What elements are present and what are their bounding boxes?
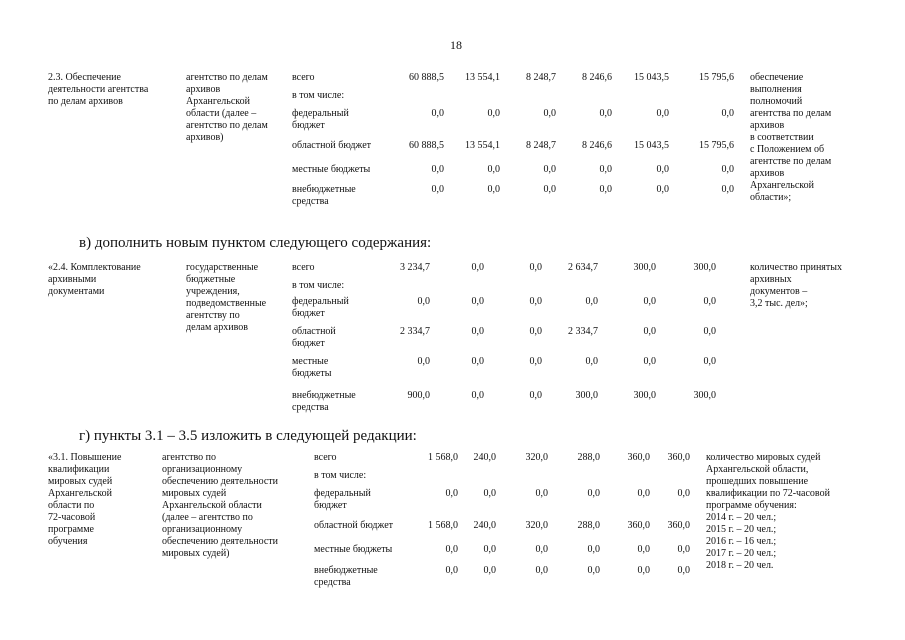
funding-value: 0,0 bbox=[637, 565, 650, 576]
funding-source-label: внебюджетные bbox=[292, 184, 356, 195]
funding-source-label: федеральный bbox=[292, 296, 349, 307]
funding-value: 8 246,6 bbox=[582, 140, 612, 151]
expected-result: архивов bbox=[750, 120, 785, 131]
funding-value: 0,0 bbox=[587, 565, 600, 576]
funding-source-label: бюджет bbox=[292, 120, 325, 131]
expected-result: обеспечение bbox=[750, 72, 804, 83]
funding-source-label: в том числе: bbox=[314, 470, 367, 481]
expected-result: 2015 г. – 20 чел.; bbox=[706, 524, 777, 535]
funding-value: 0,0 bbox=[656, 184, 669, 195]
funding-source-label: всего bbox=[292, 262, 315, 273]
funding-value: 0,0 bbox=[656, 108, 669, 119]
funding-value: 0,0 bbox=[703, 296, 716, 307]
funding-source-label: внебюджетные bbox=[314, 565, 378, 576]
funding-value: 0,0 bbox=[529, 356, 542, 367]
executor: делам архивов bbox=[186, 322, 248, 333]
funding-value: 0,0 bbox=[529, 326, 542, 337]
funding-source-label: бюджет bbox=[314, 500, 347, 511]
expected-result: выполнения bbox=[750, 84, 802, 95]
funding-source-label: областной бюджет bbox=[314, 520, 394, 531]
funding-source-label: бюджет bbox=[292, 338, 325, 349]
expected-result: архивов bbox=[750, 168, 785, 179]
funding-value: 0,0 bbox=[721, 108, 734, 119]
funding-value: 0,0 bbox=[677, 544, 690, 555]
funding-value: 300,0 bbox=[693, 390, 716, 401]
measure-name: 2.3. Обеспечение bbox=[48, 72, 121, 83]
funding-value: 8 248,7 bbox=[526, 140, 556, 151]
funding-value: 0,0 bbox=[599, 164, 612, 175]
expected-result: документов – bbox=[750, 286, 808, 297]
funding-value: 0,0 bbox=[543, 108, 556, 119]
measure-name: Архангельской bbox=[48, 488, 112, 499]
expected-result: прошедших повышение bbox=[706, 476, 809, 487]
expected-result: программе обучения: bbox=[706, 500, 797, 511]
funding-value: 0,0 bbox=[483, 565, 496, 576]
funding-value: 13 554,1 bbox=[465, 140, 500, 151]
executor: учреждения, bbox=[186, 286, 240, 297]
funding-source-label: местные bbox=[292, 356, 329, 367]
expected-result: с Положением об bbox=[750, 144, 825, 155]
funding-value: 0,0 bbox=[431, 164, 444, 175]
expected-result: количество мировых судей bbox=[706, 452, 821, 463]
funding-source-label: в том числе: bbox=[292, 90, 345, 101]
measure-name: документами bbox=[48, 286, 105, 297]
measure-name: «2.4. Комплектование bbox=[48, 262, 141, 273]
funding-value: 0,0 bbox=[721, 164, 734, 175]
funding-value: 0,0 bbox=[483, 544, 496, 555]
funding-value: 1 568,0 bbox=[428, 452, 458, 463]
funding-value: 15 043,5 bbox=[634, 72, 669, 83]
funding-value: 0,0 bbox=[417, 296, 430, 307]
expected-result: 3,2 тыс. дел»; bbox=[750, 298, 808, 309]
funding-value: 13 554,1 bbox=[465, 72, 500, 83]
funding-value: 320,0 bbox=[525, 520, 548, 531]
funding-value: 0,0 bbox=[529, 262, 542, 273]
executor: агентству по bbox=[186, 310, 240, 321]
funding-source-label: местные бюджеты bbox=[292, 164, 371, 175]
funding-value: 0,0 bbox=[487, 164, 500, 175]
expected-result: 2016 г. – 16 чел.; bbox=[706, 536, 777, 547]
executor: государственные bbox=[186, 262, 259, 273]
funding-source-label: областной бюджет bbox=[292, 140, 372, 151]
expected-result: количество принятых bbox=[750, 262, 842, 273]
funding-value: 0,0 bbox=[471, 390, 484, 401]
executor: подведомственные bbox=[186, 298, 267, 309]
funding-source-label: областной bbox=[292, 326, 336, 337]
funding-value: 0,0 bbox=[543, 184, 556, 195]
expected-result: 2018 г. – 20 чел. bbox=[706, 560, 774, 571]
funding-value: 2 334,7 bbox=[568, 326, 598, 337]
expected-result: полномочий bbox=[750, 96, 803, 107]
executor: организационному bbox=[162, 524, 243, 535]
funding-source-label: бюджет bbox=[292, 308, 325, 319]
funding-value: 8 248,7 bbox=[526, 72, 556, 83]
funding-value: 0,0 bbox=[587, 488, 600, 499]
expected-result: в соответствии bbox=[750, 132, 814, 143]
funding-source-label: местные бюджеты bbox=[314, 544, 393, 555]
funding-value: 320,0 bbox=[525, 452, 548, 463]
funding-value: 2 634,7 bbox=[568, 262, 598, 273]
funding-source-label: средства bbox=[314, 577, 351, 588]
executor: мировых судей bbox=[162, 488, 227, 499]
executor: Архангельской bbox=[186, 96, 250, 107]
funding-value: 0,0 bbox=[643, 326, 656, 337]
funding-value: 60 888,5 bbox=[409, 72, 444, 83]
funding-value: 300,0 bbox=[575, 390, 598, 401]
funding-value: 240,0 bbox=[473, 452, 496, 463]
executor: агентство по делам bbox=[186, 120, 268, 131]
funding-source-label: всего bbox=[314, 452, 337, 463]
funding-value: 1 568,0 bbox=[428, 520, 458, 531]
funding-value: 2 334,7 bbox=[400, 326, 430, 337]
funding-value: 0,0 bbox=[535, 488, 548, 499]
funding-value: 0,0 bbox=[703, 356, 716, 367]
funding-value: 0,0 bbox=[529, 390, 542, 401]
executor: агентство по bbox=[162, 452, 217, 463]
funding-value: 0,0 bbox=[721, 184, 734, 195]
executor: бюджетные bbox=[186, 274, 236, 285]
funding-value: 0,0 bbox=[471, 262, 484, 273]
expected-result: агентстве по делам bbox=[750, 156, 832, 167]
funding-value: 0,0 bbox=[677, 565, 690, 576]
executor: Архангельской области bbox=[162, 500, 262, 511]
funding-value: 0,0 bbox=[656, 164, 669, 175]
executor: агентство по делам bbox=[186, 72, 268, 83]
funding-value: 0,0 bbox=[431, 108, 444, 119]
page-number: 18 bbox=[450, 38, 462, 52]
executor: области (далее – bbox=[186, 108, 257, 119]
funding-source-label: в том числе: bbox=[292, 280, 345, 291]
funding-value: 0,0 bbox=[637, 488, 650, 499]
executor: мировых судей) bbox=[162, 548, 230, 559]
funding-value: 288,0 bbox=[577, 520, 600, 531]
executor: архивов bbox=[186, 84, 221, 95]
funding-value: 0,0 bbox=[535, 544, 548, 555]
executor: обеспечению деятельности bbox=[162, 476, 279, 487]
funding-value: 15 043,5 bbox=[634, 140, 669, 151]
measure-name: программе bbox=[48, 524, 94, 535]
section-heading-v: в) дополнить новым пунктом следующего содержания: bbox=[79, 235, 432, 251]
expected-result: Архангельской области, bbox=[706, 464, 809, 475]
funding-value: 0,0 bbox=[445, 544, 458, 555]
funding-value: 0,0 bbox=[529, 296, 542, 307]
executor: (далее – агентство по bbox=[162, 512, 253, 523]
executor: организационному bbox=[162, 464, 243, 475]
funding-value: 0,0 bbox=[487, 184, 500, 195]
funding-value: 0,0 bbox=[585, 296, 598, 307]
executor: обеспечению деятельности bbox=[162, 536, 279, 547]
expected-result: Архангельской bbox=[750, 180, 814, 191]
funding-value: 15 795,6 bbox=[699, 140, 734, 151]
funding-value: 15 795,6 bbox=[699, 72, 734, 83]
funding-value: 300,0 bbox=[633, 390, 656, 401]
funding-value: 60 888,5 bbox=[409, 140, 444, 151]
funding-value: 900,0 bbox=[407, 390, 430, 401]
funding-value: 0,0 bbox=[431, 184, 444, 195]
funding-source-label: федеральный bbox=[292, 108, 349, 119]
funding-value: 300,0 bbox=[693, 262, 716, 273]
section-heading-g: г) пункты 3.1 – 3.5 изложить в следующей редакции: bbox=[79, 428, 417, 444]
funding-value: 0,0 bbox=[445, 565, 458, 576]
measure-name: по делам архивов bbox=[48, 96, 123, 107]
expected-result: архивных bbox=[750, 274, 792, 285]
funding-value: 3 234,7 bbox=[400, 262, 430, 273]
measure-name: 72-часовой bbox=[48, 512, 96, 523]
funding-source-label: федеральный bbox=[314, 488, 371, 499]
funding-value: 8 246,6 bbox=[582, 72, 612, 83]
expected-result: 2014 г. – 20 чел.; bbox=[706, 512, 777, 523]
funding-value: 0,0 bbox=[643, 296, 656, 307]
funding-value: 0,0 bbox=[483, 488, 496, 499]
funding-source-label: бюджеты bbox=[292, 368, 332, 379]
funding-value: 0,0 bbox=[543, 164, 556, 175]
funding-value: 360,0 bbox=[627, 452, 650, 463]
measure-name: мировых судей bbox=[48, 476, 113, 487]
measure-name: архивными bbox=[48, 274, 97, 285]
table-separator bbox=[44, 450, 860, 451]
funding-value: 288,0 bbox=[577, 452, 600, 463]
funding-value: 360,0 bbox=[667, 452, 690, 463]
funding-value: 0,0 bbox=[677, 488, 690, 499]
funding-value: 300,0 bbox=[633, 262, 656, 273]
funding-value: 0,0 bbox=[535, 565, 548, 576]
funding-value: 360,0 bbox=[667, 520, 690, 531]
measure-name: деятельности агентства bbox=[48, 84, 149, 95]
funding-source-label: средства bbox=[292, 402, 329, 413]
funding-value: 0,0 bbox=[417, 356, 430, 367]
table-separator bbox=[44, 260, 860, 261]
measure-name: «3.1. Повышение bbox=[48, 452, 122, 463]
executor: архивов) bbox=[186, 132, 224, 143]
funding-value: 0,0 bbox=[703, 326, 716, 337]
funding-value: 0,0 bbox=[637, 544, 650, 555]
funding-value: 0,0 bbox=[471, 296, 484, 307]
measure-name: обучения bbox=[48, 536, 88, 547]
funding-value: 360,0 bbox=[627, 520, 650, 531]
expected-result: агентства по делам bbox=[750, 108, 832, 119]
expected-result: квалификации по 72-часовой bbox=[706, 488, 830, 499]
funding-value: 240,0 bbox=[473, 520, 496, 531]
funding-value: 0,0 bbox=[487, 108, 500, 119]
expected-result: 2017 г. – 20 чел.; bbox=[706, 548, 777, 559]
funding-value: 0,0 bbox=[599, 108, 612, 119]
funding-value: 0,0 bbox=[643, 356, 656, 367]
funding-value: 0,0 bbox=[471, 326, 484, 337]
funding-value: 0,0 bbox=[599, 184, 612, 195]
measure-name: области по bbox=[48, 500, 95, 511]
funding-source-label: внебюджетные bbox=[292, 390, 356, 401]
measure-name: квалификации bbox=[48, 464, 110, 475]
funding-value: 0,0 bbox=[587, 544, 600, 555]
funding-value: 0,0 bbox=[585, 356, 598, 367]
funding-value: 0,0 bbox=[471, 356, 484, 367]
funding-source-label: всего bbox=[292, 72, 315, 83]
funding-value: 0,0 bbox=[445, 488, 458, 499]
funding-source-label: средства bbox=[292, 196, 329, 207]
expected-result: области»; bbox=[750, 192, 792, 203]
